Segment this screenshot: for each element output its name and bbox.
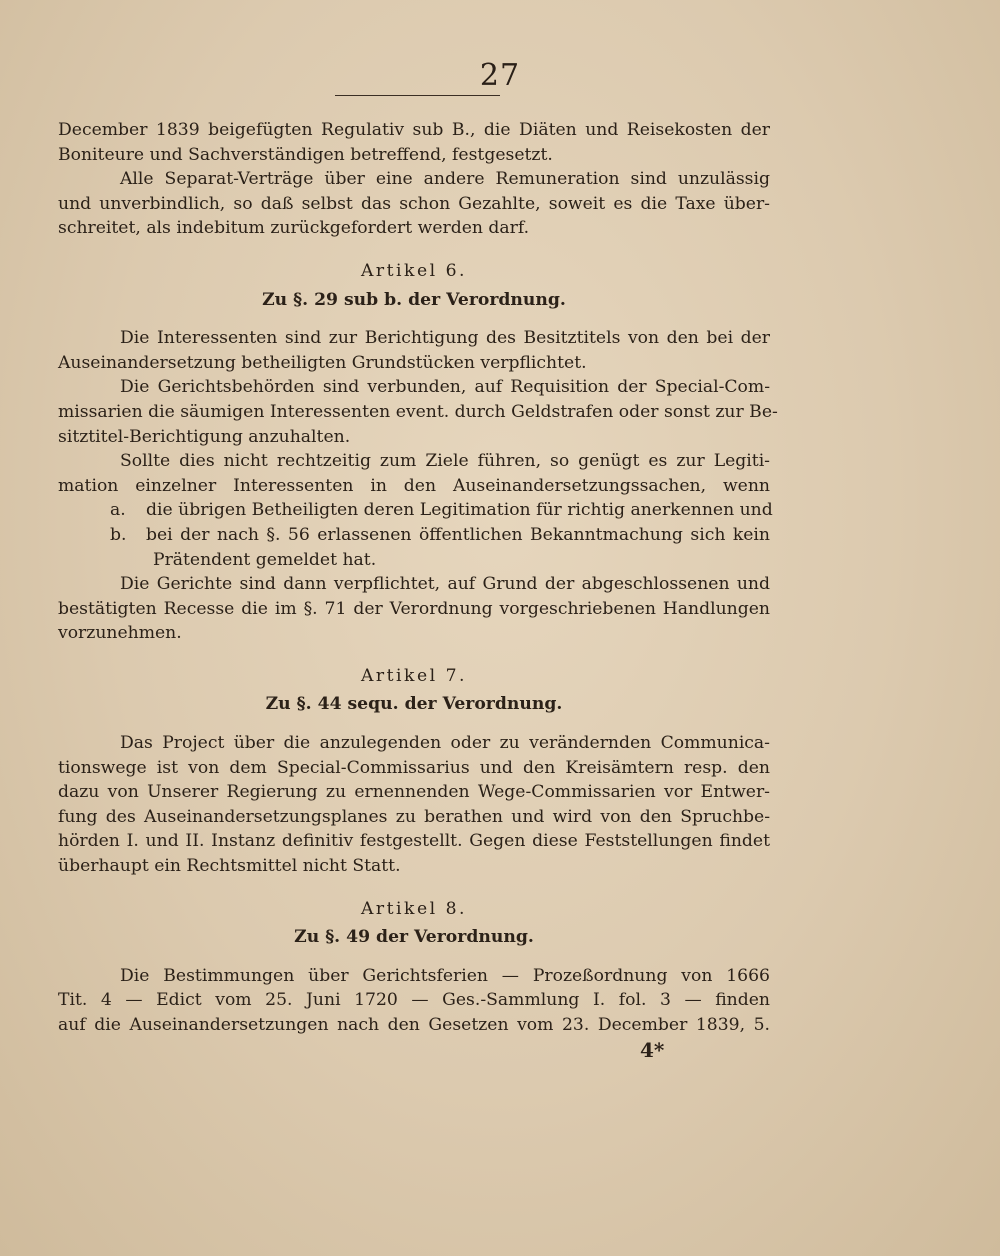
list-item bbox=[58, 498, 773, 523]
text-line: Prätendent gemeldet hat. bbox=[153, 549, 377, 570]
text-line: überhaupt ein Rechtsmittel nicht Statt. bbox=[58, 856, 401, 877]
article-6-subtitle: Zu §. 29 sub b. der Verordnung. bbox=[262, 289, 566, 310]
article-8-subtitle: Zu §. 49 der Verordnung. bbox=[294, 927, 534, 948]
text-line: dazu von Unserer Regierung zu ernennenden Wege-Commissarien vor Entwer- bbox=[58, 782, 770, 803]
header-rule bbox=[335, 95, 500, 96]
text-line: missarien die säumigen Interessenten event. durch Geldstrafen oder sonst zur Be- bbox=[58, 401, 778, 422]
article-7-title: Artikel 7. bbox=[361, 665, 467, 686]
page-number: 27 bbox=[479, 58, 521, 93]
text-line: vorzunehmen. bbox=[58, 623, 182, 644]
text-line: bestätigten Recesse die im §. 71 der Verordnung vorgeschriebenen Handlungen bbox=[58, 598, 770, 619]
list-item bbox=[58, 523, 770, 548]
text-line: schreitet, als indebitum zurückgefordert werden darf. bbox=[58, 218, 530, 239]
text-line: auf die Auseinandersetzungen nach den Gesetzen vom 23. December 1839, 5. bbox=[58, 1015, 770, 1035]
text-line: fung des Auseinandersetzungsplanes zu berathen und wird von den Spruchbe- bbox=[58, 806, 770, 827]
text-line: hörden I. und II. Instanz definitiv festgestellt. Gegen diese Feststellungen findet bbox=[58, 831, 770, 852]
article-7-subtitle: Zu §. 44 sequ. der Verordnung. bbox=[265, 694, 563, 715]
signature-mark: 4* bbox=[640, 1038, 665, 1062]
text-line: December 1839 beigefügten Regulativ sub B., die Diäten und Reisekosten der bbox=[58, 120, 770, 140]
text-line: und unverbindlich, so daß selbst das schon Gezahlte, soweit es die Taxe über- bbox=[58, 193, 770, 214]
page-body bbox=[58, 118, 778, 1038]
text-line: Das Project über die anzulegenden oder zu verändernden Communica- bbox=[120, 733, 770, 754]
list-marker: a. bbox=[110, 500, 126, 521]
text-line: Die Interessenten sind zur Berichtigung des Besitztitels von den bei der bbox=[120, 328, 770, 349]
text-line: Die Gerichte sind dann verpflichtet, auf Grund der abgeschlossenen und bbox=[120, 574, 770, 595]
text-line: mation einzelner Interessenten in den Auseinandersetzungssachen, wenn bbox=[58, 475, 770, 496]
text-line: Alle Separat-Verträge über eine andere Remuneration sind unzulässig bbox=[120, 169, 770, 190]
text-line: Boniteure und Sachverständigen betreffend, festgesetzt. bbox=[58, 144, 553, 165]
list-marker: b. bbox=[110, 524, 127, 545]
text-line: Sollte dies nicht rechtzeitig zum Ziele führen, so genügt es zur Legiti- bbox=[120, 451, 770, 472]
text-line: sitztitel-Berichtigung anzuhalten. bbox=[58, 426, 351, 447]
article-6-title: Artikel 6. bbox=[361, 260, 467, 281]
article-8-title: Artikel 8. bbox=[361, 898, 467, 919]
list-text: bei der nach §. 56 erlassenen öffentlichen Bekanntmachung sich kein bbox=[146, 524, 770, 545]
text-line: Die Gerichtsbehörden sind verbunden, auf Requisition der Special-Com- bbox=[120, 377, 770, 398]
text-line: Die Bestimmungen über Gerichtsferien — Prozeßordnung von 1666 bbox=[120, 965, 770, 986]
text-line: tionswege ist von dem Special-Commissarius und den Kreisämtern resp. den bbox=[58, 757, 770, 778]
list-text: die übrigen Betheiligten deren Legitimation für richtig anerkennen und bbox=[146, 500, 773, 521]
text-line: Tit. 4 — Edict vom 25. Juni 1720 — Ges.-Sammlung I. fol. 3 — finden bbox=[58, 990, 770, 1011]
text-line: Auseinandersetzung betheiligten Grundstücken verpflichtet. bbox=[58, 352, 587, 373]
